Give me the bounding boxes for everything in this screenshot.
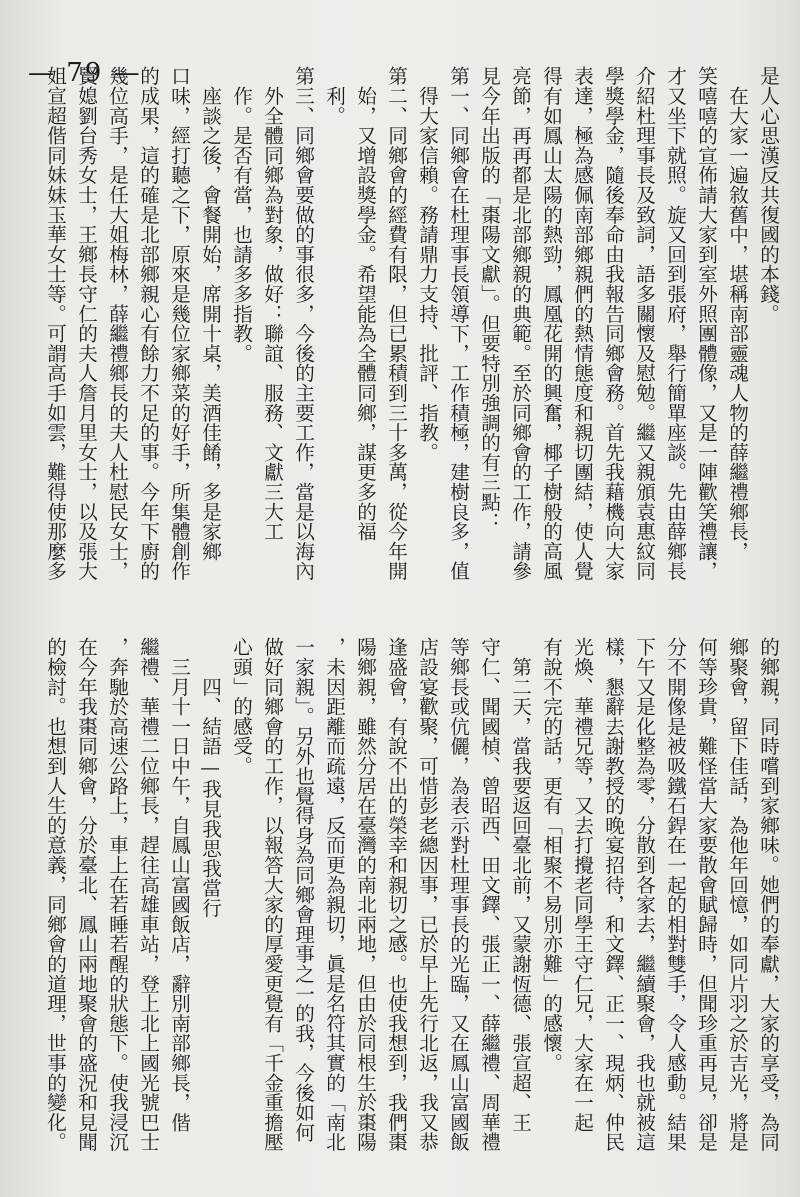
text-column: 逢盛會，有說不出的榮幸和親切之感。也使我想到，我們棗	[384, 637, 408, 1152]
text-column: 作。是否有當，也請多多指教。	[229, 66, 253, 363]
text-column: 做好同鄉會的工作，以報答大家的厚愛更覺有「千金重擔壓	[260, 637, 284, 1152]
text-column: 口味，經打聽之下，原來是幾位家鄉菜的好手，所集體創作	[167, 66, 191, 581]
text-column: ，奔馳於高速公路上，車上在若睡若醒的狀態下。使我浸沉	[105, 637, 129, 1152]
text-column: 等鄉長或伉儷，為表示對杜理事長的光臨，又在鳳山富國飯	[446, 637, 470, 1152]
text-column: 分不開像是被吸鐵石銲在一起的相對雙手，令人感動。結果	[663, 637, 687, 1152]
text-column: 三月十一日中午，自鳳山富國飯店，辭別南部鄉長，偕	[167, 637, 191, 1132]
text-column: 在大家一遍敘舊中，堪稱南部靈魂人物的薛繼禮鄉長，	[725, 66, 749, 561]
text-column: 樣，懇辭去謝教授的晚宴招待，和文鐸、正一、現炳、仲民	[601, 637, 625, 1152]
text-column: 笑嘻嘻的宣佈請大家到室外照團體像，又是一陣歡笑禮讓，	[694, 66, 718, 581]
text-column: 的鄉親，同時嚐到家鄉味。她們的奉獻，大家的享受，為同	[756, 637, 780, 1152]
text-column: 鄉聚會，留下佳話，為他年回憶，如同片羽之於吉光，將是	[725, 637, 749, 1152]
text-column: 姐宣超偕同妹妹玉華女士等。可謂高手如雲，難得使那麼多	[43, 66, 67, 581]
text-column: 第三、同鄉會要做的事很多，今後的主要工作，當是以海內	[291, 66, 315, 581]
text-column: 利。	[322, 66, 346, 126]
page-number: — 79 —	[28, 58, 142, 88]
text-column: 店設宴歡聚，可惜彭老總因事，已於早上先行北返，我又恭	[415, 637, 439, 1152]
text-column: 何等珍貴，難怪當大家要散會賦歸時，但聞珍重再見，卻是	[694, 637, 718, 1152]
text-column: 守仁、聞國楨、曾昭西、田文鐸、張正一、薛繼禮、周華禮	[477, 637, 501, 1152]
text-column: 的檢討。也想到人生的意義，同鄉會的道理，世事的變化。	[43, 637, 67, 1152]
text-column: 外全體同鄉為對象，做好：聯誼、服務、文獻三大工	[260, 66, 284, 542]
section-heading: 四、結語—我見我思我當行	[198, 637, 222, 918]
text-column: 第二天，當我要返回臺北前，又蒙謝恆德、張宣超、王	[508, 637, 532, 1132]
text-column: 一家親」。另外也覺得身為同鄉會理事之一的我，今後如何	[291, 637, 315, 1142]
text-column: 下午又是化整為零，分散到各家去，繼續聚會，我也就被這	[632, 637, 656, 1152]
text-column: 亮節，再再都是北部鄉親的典範。至於同鄉會的工作，請參	[508, 66, 532, 581]
text-column: 才又坐下就照。旋又回到張府，舉行簡單座談。先由薛鄉長	[663, 66, 687, 581]
text-column: 有說不完的話，更有「相聚不易別亦難」的感懷。	[539, 637, 563, 1073]
text-column: 表達，極為感佩南部鄉親們的熱情態度和親切團結，使人覺	[570, 66, 594, 581]
text-column: 第一、同鄉會在杜理事長領導下，工作積極，建樹良多，值	[446, 66, 470, 581]
text-column: 得大家信賴。務請鼎力支持、批評、指教。	[415, 66, 439, 462]
text-column: 心頭」的感受。	[229, 637, 253, 776]
text-column: 始，又增設獎學金。希望能為全體同鄉，謀更多的福	[353, 66, 377, 542]
text-column: 賢媳劉台秀女士，王鄉長守仁的夫人詹月里女士，以及張大	[74, 66, 98, 581]
text-column: ，未因距離而疏遠，反而更為親切，眞是名符其實的「南北	[322, 637, 346, 1152]
text-column: 在今年我棗同鄉會，分於臺北、鳳山兩地聚會的盛況和見聞	[74, 637, 98, 1152]
text-column: 是人心思漢反共復國的本錢。	[756, 66, 780, 324]
text-column: 座談之後，會餐開始，席開十桌，美酒佳餚，多是家鄉	[198, 66, 222, 561]
text-column: 幾位高手，是任大姐梅林，薛繼禮鄉長的夫人杜慰民女士，	[105, 66, 129, 581]
text-column: 見今年出版的「棗陽文獻」。但要特別強調的有三點：	[477, 66, 501, 532]
text-column: 陽鄉親，雖然分居在臺灣的南北兩地，但由於同根生於棗陽	[353, 637, 377, 1152]
text-column: 第二、同鄉會的經費有限，但已累積到三十多萬，從今年開	[384, 66, 408, 581]
text-column: 介紹杜理事長及致詞，語多關懷及慰勉。繼又親頒袁惠紋同	[632, 66, 656, 581]
text-column: 學獎學金，隨後奉命由我報告同鄉會務。首先我藉機向大家	[601, 66, 625, 581]
text-column: 光煥、華禮兄等，又去打攪老同學王守仁兄，大家在一起	[570, 637, 594, 1132]
text-column: 的成果，這的確是北部鄉親心有餘力不足的事。今年下廚的	[136, 66, 160, 581]
text-column: 得有如鳳山太陽的熱勁，鳳凰花開的興奮，椰子樹般的高風	[539, 66, 563, 581]
text-column: 繼禮、華禮二位鄉長，趕往高雄車站，登上北上國光號巴士	[136, 637, 160, 1152]
